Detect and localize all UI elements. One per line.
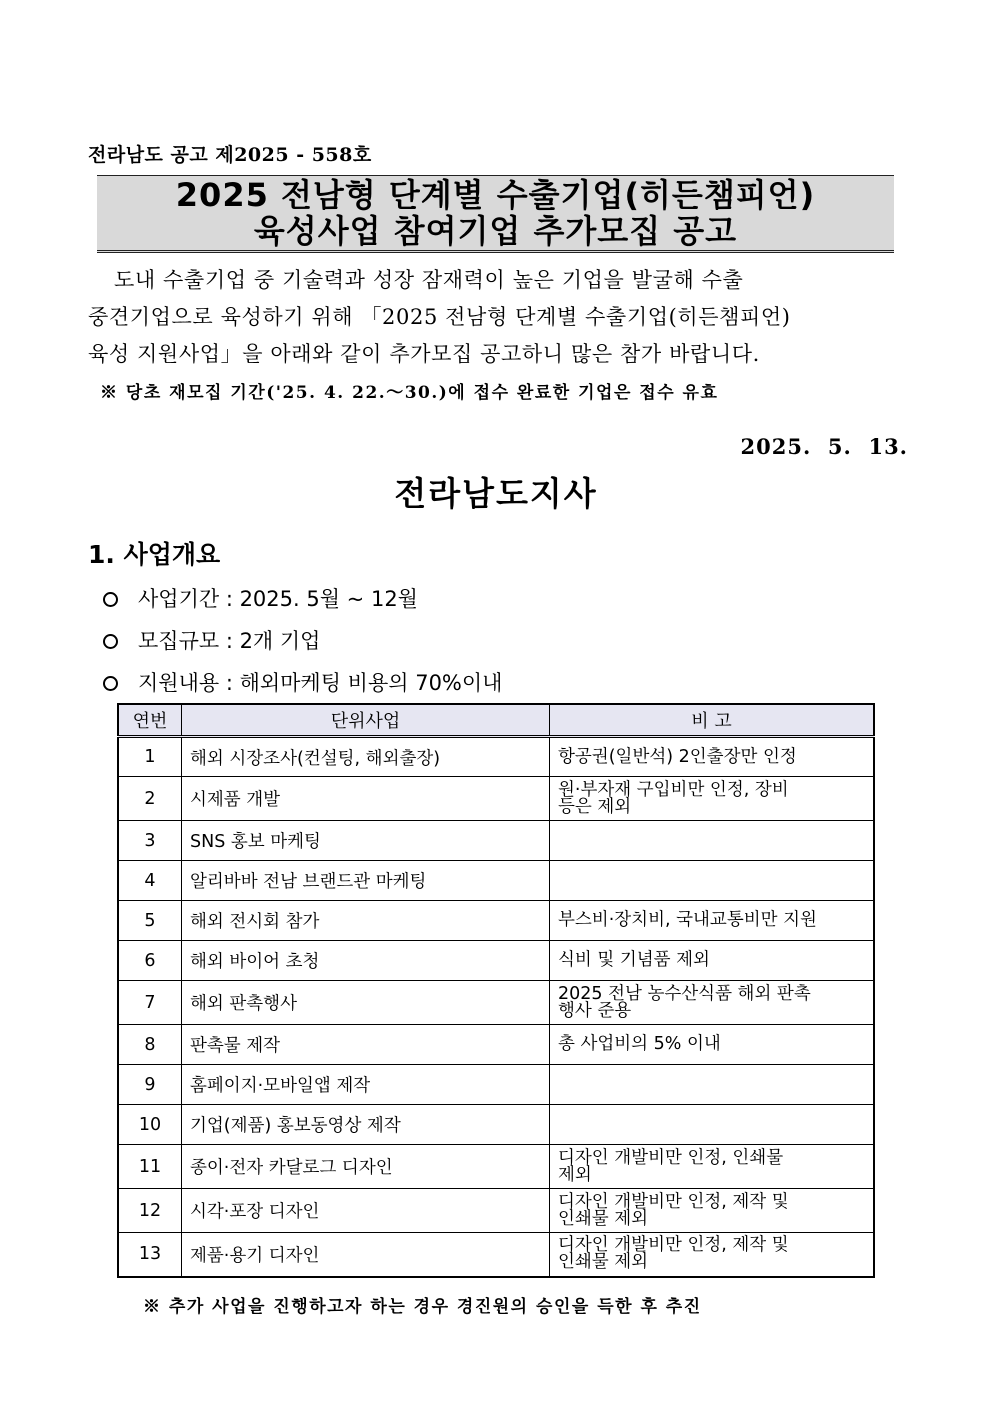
table-header-row [118,704,874,737]
remark-line: 등은 제외 [558,796,632,817]
row-no: 11 [118,1145,182,1189]
title-line-2: 육성사업 참여기업 추가모집 공고 [253,212,738,250]
table-row [118,821,874,861]
bullet-text: 지원내용 : 해외마케팅 비용의 70%이내 [138,671,503,695]
row-remark [550,901,875,941]
header-remark: 비 고 [550,704,875,737]
row-unit: 시제품 개발 [182,777,550,821]
table-row [118,1189,874,1233]
remark-line: 총 사업비의 5% 이내 [558,1034,721,1054]
row-no: 4 [118,861,182,901]
remark-line: 행사 준용 [558,1000,632,1021]
table-row [118,777,874,821]
announcement-date: 2025. 5. 13. [740,434,908,459]
row-remark [550,737,875,777]
header-no: 연번 [118,704,182,737]
section-title: 1. 사업개요 [88,540,221,569]
bullet-text: 사업기간 : 2025. 5월 ~ 12월 [138,587,418,611]
support-items-table [117,703,875,1278]
row-remark [550,981,875,1025]
intro-line-3: 육성 지원사업」을 아래와 같이 추가모집 공고하니 많은 참가 바랍니다. [88,342,760,366]
row-unit: 해외 전시회 참가 [182,901,550,941]
row-unit: 해외 바이어 초청 [182,941,550,981]
bullet-item [100,662,502,704]
row-unit: 종이·전자 카달로그 디자인 [182,1145,550,1189]
remark-line: 원·부자재 구입비만 인정, 장비 [558,779,789,800]
circle-bullet-icon [103,634,118,649]
row-no: 3 [118,821,182,861]
row-remark [550,1065,875,1105]
row-remark [550,1025,875,1065]
header-unit: 단위사업 [182,704,550,737]
row-unit: SNS 홍보 마케팅 [182,821,550,861]
table-row [118,1105,874,1145]
table-row [118,737,874,777]
row-no: 10 [118,1105,182,1145]
table-row [118,1233,874,1277]
note-bottom: ※ 추가 사업을 진행하고자 하는 경우 경진원의 승인을 득한 후 추진 [143,1297,702,1317]
table-row [118,1145,874,1189]
bullet-list [100,578,502,704]
table-row [118,861,874,901]
title-box [97,175,894,253]
issuer: 전라남도지사 [394,474,598,513]
row-remark [550,861,875,901]
row-remark [550,1105,875,1145]
remark-line: 식비 및 기념품 제외 [558,950,710,970]
row-no: 2 [118,777,182,821]
remark-line: 디자인 개발비만 인정, 제작 및 [558,1191,789,1212]
row-unit: 홈페이지·모바일앱 제작 [182,1065,550,1105]
remark-line: 제외 [558,1164,592,1185]
row-unit: 제품·용기 디자인 [182,1233,550,1277]
notice-number: 전라남도 공고 제2025 - 558호 [88,144,372,166]
row-unit: 시각·포장 디자인 [182,1189,550,1233]
intro-line-1: 도내 수출기업 중 기술력과 성장 잠재력이 높은 기업을 발굴해 수출 [114,268,744,292]
row-no: 6 [118,941,182,981]
row-no: 9 [118,1065,182,1105]
remark-line: 인쇄물 제외 [558,1208,649,1229]
bullet-item [100,578,502,620]
table-row [118,1065,874,1105]
table-row [118,981,874,1025]
row-no: 7 [118,981,182,1025]
row-no: 13 [118,1233,182,1277]
table-row [118,1025,874,1065]
table-row [118,941,874,981]
row-unit: 알리바바 전남 브랜드관 마케팅 [182,861,550,901]
title-line-1: 2025 전남형 단계별 수출기업(히든챔피언) [175,176,816,214]
row-no: 5 [118,901,182,941]
table-row [118,901,874,941]
row-no: 12 [118,1189,182,1233]
remark-line: 부스비·장치비, 국내교통비만 지원 [558,910,817,930]
row-remark [550,941,875,981]
row-unit: 판촉물 제작 [182,1025,550,1065]
row-unit: 기업(제품) 홍보동영상 제작 [182,1105,550,1145]
note-top: ※ 당초 재모집 기간('25. 4. 22.～30.)에 접수 완료한 기업은 접수 유효 [100,383,719,403]
remark-line: 디자인 개발비만 인정, 제작 및 [558,1235,789,1256]
bullet-item [100,620,502,662]
row-remark [550,1145,875,1189]
row-unit: 해외 시장조사(컨설팅, 해외출장) [182,737,550,777]
remark-line: 인쇄물 제외 [558,1252,649,1273]
row-remark [550,1233,875,1277]
circle-bullet-icon [103,676,118,691]
intro-paragraph [88,262,910,373]
intro-line-2: 중견기업으로 육성하기 위해 「2025 전남형 단계별 수출기업(히든챔피언) [88,305,791,329]
row-no: 1 [118,737,182,777]
row-unit: 해외 판촉행사 [182,981,550,1025]
row-remark [550,1189,875,1233]
remark-line: 디자인 개발비만 인정, 인쇄물 [558,1147,784,1168]
row-no: 8 [118,1025,182,1065]
row-remark [550,821,875,861]
bullet-text: 모집규모 : 2개 기업 [138,629,321,653]
remark-line: 항공권(일반석) 2인출장만 인정 [558,746,797,767]
remark-line: 2025 전남 농수산식품 해외 판촉 [558,983,811,1004]
circle-bullet-icon [103,592,118,607]
row-remark [550,777,875,821]
